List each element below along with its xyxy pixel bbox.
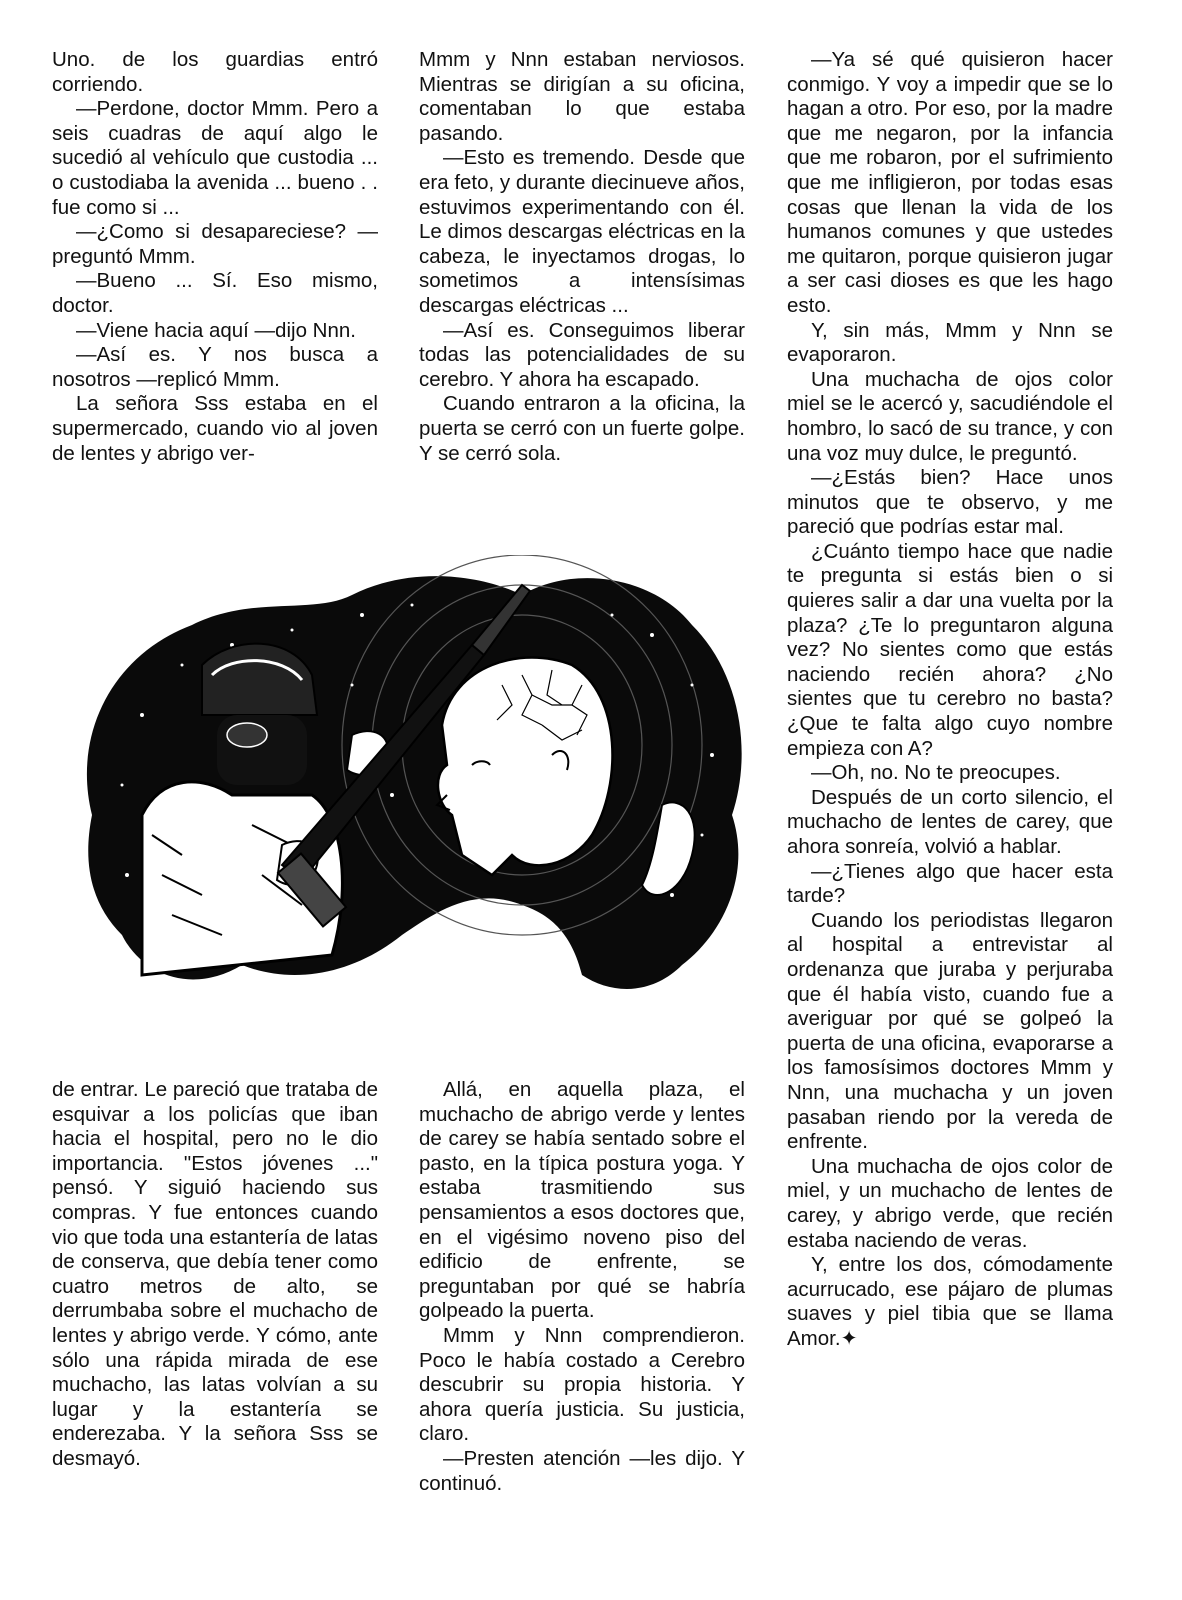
text-column-3: [787, 48, 1113, 1351]
paragraph: Uno. de los guardias entró corriendo.: [52, 48, 378, 96]
paragraph: Cuando los periodistas llegaron al hospital a entrevistar al ordenanza que juraba y perjuraba que él había visto, cuando fue a averiguar por qué se golpeó la puerta de una oficina, evaporarse a los famosísimos doctores Mmm y Nnn, una muchacha y un joven pasaban riendo por la vereda de enfrente.: [787, 908, 1113, 1154]
paragraph: —¿Estás bien? Hace unos minutos que te observo, y me pareció que podrías estar mal.: [787, 466, 1113, 539]
paragraph: —Esto es tremendo. Desde que era feto, y durante diecinueve años, estuvimos experimentando con él. Le dimos descargas eléctricas en la cabeza, le inyectamos drogas, lo sometimos a intensísimas descargas eléctricas ...: [419, 146, 745, 317]
paragraph: —Así es. Y nos busca a nosotros —replicó Mmm.: [52, 343, 378, 391]
paragraph: —¿Como si desapareciese? — preguntó Mmm.: [52, 220, 378, 268]
soldier-and-boy-illustration: [52, 555, 782, 1055]
paragraph: Una muchacha de ojos color de miel, y un muchacho de lentes de carey, y abrigo verde, que recién estaba naciendo de veras.: [787, 1154, 1113, 1252]
paragraph: —Presten atención —les dijo. Y continuó.: [419, 1446, 745, 1495]
paragraph: —Ya sé qué quisieron hacer conmigo. Y voy a impedir que se lo hagan a otro. Por eso, por la madre que me negaron, por la infancia que me robaron, por el sufrimiento que me infligieron, por todas esas cosas que llenan la vida de los humanos comunes y que ustedes me quitaron, porque quisieron jugar a ser casi dioses es que les hago esto.: [787, 48, 1113, 317]
paragraph: Después de un corto silencio, el muchacho de lentes de carey, que ahora sonreía, volvió a hablar.: [787, 785, 1113, 858]
text-column-2: [419, 48, 745, 466]
paragraph: —Viene hacia aquí —dijo Nnn.: [76, 318, 356, 342]
paragraph: ¿Cuánto tiempo hace que nadie te pregunta si estás bien o si quieres salir a dar una vuelta por la plaza? ¿Te lo preguntaron alguna vez? No sientes como que estás naciendo recién ahora? ¿No sientes que tu cerebro no basta? ¿Que te falta algo cuyo nombre empieza con A?: [787, 539, 1113, 760]
paragraph: Mmm y Nnn estaban nerviosos. Mientras se dirigían a su oficina, comentaban lo que estaba pasando.: [419, 48, 745, 145]
boy-head: [437, 658, 612, 876]
paragraph: de entrar. Le pareció que trataba de esquivar a los policías que iban hacia el hospital, pero no le dio importancia. "Estos jóvenes ..." pensó. Y siguió haciendo sus compras. Y fue entonces cuando vio que toda una estantería de latas de conserva, que debía tener como cuatro metros de alto, se derrumbaba sobre el muchacho de lentes y abrigo verde. Y cómo, ante sólo una rápida mirada de ese muchacho, las latas volvían a su lugar y la estantería se enderezaba. Y la señora Sss se desmayó.: [52, 1078, 378, 1470]
paragraph: Una muchacha de ojos color miel se le acercó y, sacudiéndole el hombro, lo sacó de su trance, y con una voz muy dulce, le preguntó.: [787, 367, 1113, 465]
paragraph: —Así es. Conseguimos liberar todas las potencialidades de su cerebro. Y ahora ha escapado.: [419, 318, 745, 391]
paragraph: —Perdone, doctor Mmm. Pero a seis cuadras de aquí algo le sucedió al vehículo que custodia ... o custodiaba la avenida ... bueno . . fue como si ...: [52, 97, 378, 219]
paragraph: Allá, en aquella plaza, el muchacho de abrigo verde y lentes de carey se había sentado sobre el pasto, en la típica postura yoga. Y estaba trasmitiendo sus pensamientos a esos doctores que, en el vigésimo noveno piso del edificio de enfrente, se preguntaban por qué se habría golpeado la puerta.: [419, 1078, 745, 1323]
paragraph: —Oh, no. No te preocupes.: [811, 761, 1061, 785]
paragraph: Y, sin más, Mmm y Nnn se evaporaron.: [787, 318, 1113, 367]
paragraph: Mmm y Nnn comprendieron. Poco le había costado a Cerebro descubrir su propia historia. Y ahora quería justicia. Su justicia, claro.: [419, 1323, 745, 1446]
paragraph: —Bueno ... Sí. Eso mismo, doctor.: [52, 269, 378, 317]
paragraph: Y, entre los dos, cómodamente acurrucado, ese pájaro de plumas suaves y piel tibia que se llama Amor.✦: [787, 1253, 1113, 1350]
paragraph: La señora Sss estaba en el supermercado, cuando vio al joven de lentes y abrigo ver-: [52, 392, 378, 465]
paragraph: Cuando entraron a la oficina, la puerta se cerró con un fuerte golpe. Y se cerró sola.: [419, 392, 745, 465]
text-column-1: [52, 48, 378, 466]
text-column-5: [419, 1078, 745, 1496]
paragraph: —¿Tienes algo que hacer esta tarde?: [787, 859, 1113, 908]
text-column-4: [52, 1078, 378, 1472]
